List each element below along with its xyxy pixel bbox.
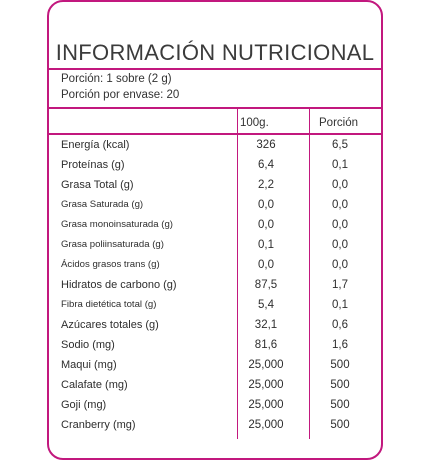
table-row [47, 275, 383, 295]
value-per-100g: 87,5 [254, 279, 278, 291]
table-row [47, 295, 383, 315]
table-row [47, 335, 383, 355]
servings-per-container: Porción por envase: 20 [61, 89, 180, 101]
nutrient-name: Proteínas (g) [61, 159, 125, 171]
nutrient-name: Calafate (mg) [61, 379, 128, 391]
table-row [47, 215, 383, 235]
table-row [47, 195, 383, 215]
table-row [47, 155, 383, 175]
value-per-portion: 0,0 [332, 259, 348, 271]
nutrient-name: Fibra dietética total (g) [61, 299, 157, 310]
value-per-portion: 500 [330, 359, 350, 371]
value-per-portion: 500 [330, 399, 350, 411]
table-row [47, 135, 383, 155]
column-header-100g: 100g. [240, 117, 269, 129]
nutrient-name: Ácidos grasos trans (g) [61, 259, 160, 270]
value-per-100g: 0,0 [258, 219, 274, 231]
nutrient-name: Grasa poliinsaturada (g) [61, 239, 164, 250]
value-per-100g: 32,1 [254, 319, 278, 331]
value-per-portion: 1,6 [332, 339, 348, 351]
column-header-portion: Porción [319, 117, 358, 129]
nutrient-name: Goji (mg) [61, 399, 107, 411]
nutrient-name: Energía (kcal) [61, 139, 130, 151]
value-per-portion: 0,0 [332, 219, 348, 231]
value-per-100g: 25,000 [248, 359, 284, 371]
value-per-100g: 25,000 [248, 379, 284, 391]
nutrition-panel [47, 0, 383, 430]
nutrient-name: Grasa monoinsaturada (g) [61, 219, 173, 230]
table-row [47, 355, 383, 375]
value-per-100g: 326 [256, 139, 276, 151]
value-per-portion: 500 [330, 379, 350, 391]
value-per-portion: 0,0 [332, 179, 348, 191]
value-per-100g: 0,1 [258, 239, 274, 251]
table-row [47, 175, 383, 195]
serving-size: Porción: 1 sobre (2 g) [61, 73, 172, 85]
nutrient-name: Cranberry (mg) [61, 419, 136, 431]
value-per-portion: 1,7 [332, 279, 348, 291]
value-per-portion: 0,0 [332, 239, 348, 251]
value-per-portion: 6,5 [332, 139, 348, 151]
nutrient-name: Sodio (mg) [61, 339, 115, 351]
serving-divider [47, 107, 383, 109]
title-divider [47, 68, 383, 70]
table-row [47, 315, 383, 335]
value-per-100g: 0,0 [258, 199, 274, 211]
value-per-100g: 25,000 [248, 419, 284, 431]
value-per-portion: 0,1 [332, 299, 348, 311]
panel-title: INFORMACIÓN NUTRICIONAL [55, 40, 375, 65]
value-per-100g: 81,6 [254, 339, 278, 351]
value-per-portion: 500 [330, 419, 350, 431]
value-per-100g: 25,000 [248, 399, 284, 411]
nutrient-name: Maqui (mg) [61, 359, 117, 371]
nutrient-name: Grasa Total (g) [61, 179, 134, 191]
value-per-portion: 0,0 [332, 199, 348, 211]
table-row [47, 395, 383, 415]
value-per-100g: 0,0 [258, 259, 274, 271]
table-row [47, 255, 383, 275]
nutrient-name: Azúcares totales (g) [61, 319, 159, 331]
value-per-100g: 5,4 [258, 299, 274, 311]
value-per-100g: 6,4 [258, 159, 274, 171]
nutrient-name: Grasa Saturada (g) [61, 199, 144, 210]
nutrient-name: Hidratos de carbono (g) [61, 279, 177, 291]
value-per-portion: 0,6 [332, 319, 348, 331]
value-per-portion: 0,1 [332, 159, 348, 171]
table-row [47, 375, 383, 395]
table-row [47, 415, 383, 435]
table-row [47, 235, 383, 255]
value-per-100g: 2,2 [258, 179, 274, 191]
